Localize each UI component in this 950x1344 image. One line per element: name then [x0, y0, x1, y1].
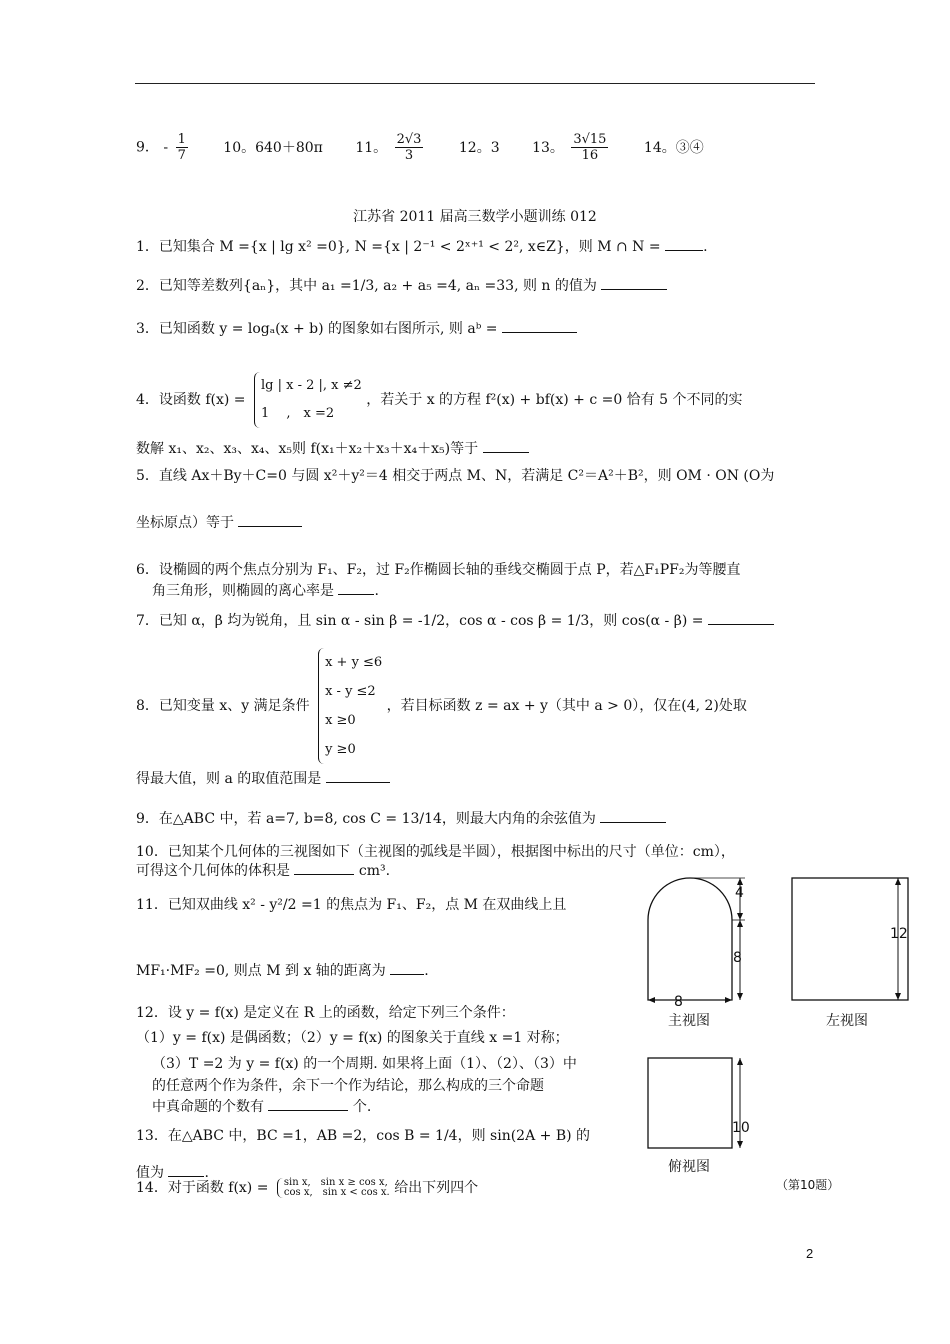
question-13-text-b: 值为: [136, 1165, 164, 1181]
answer-blank: [600, 808, 666, 823]
question-14-text-a: 14．对于函数 f(x) =: [136, 1180, 269, 1196]
answer-10: 10。640＋80π: [223, 139, 323, 156]
answer-blank: [708, 610, 774, 625]
left-view-label: 左视图: [826, 1013, 868, 1029]
question-12-line-5: [152, 1096, 371, 1117]
question-3: [136, 318, 577, 339]
dimension-label-10: 10: [732, 1120, 750, 1136]
dimension-label-8-width: 8: [674, 994, 683, 1010]
dimension-label-4: 4: [735, 885, 744, 901]
answer-9-sign: -: [163, 139, 169, 156]
question-6-continued: 角三角形，则椭圆的离心率是 .: [152, 580, 379, 601]
question-12-line-2: [136, 1028, 569, 1048]
question-8: [136, 648, 747, 764]
question-1-text: 1．已知集合 M ={x | lg x² =0}, N ={x | 2⁻¹ < 2ˣ⁺¹ < 2², x∈Z}，则 M ∩ N =: [136, 239, 661, 255]
answer-blank: [168, 1162, 204, 1177]
question-8-text-b: ，若目标函数 z = ax + y（其中 a > 0），仅在(4, 2)处取: [386, 698, 747, 714]
question-7: [136, 610, 774, 631]
arrow-head: [737, 878, 743, 885]
page-title: 江苏省 2011 届高三数学小题训练 012: [353, 209, 597, 225]
page-number: 2: [806, 1246, 814, 1261]
arrow-head: [737, 993, 743, 1000]
answer-13-fraction: [571, 132, 608, 163]
question-5-text-b: 坐标原点）等于: [136, 515, 234, 531]
question-8-continued: [136, 768, 390, 789]
answer-9-denominator: 7: [177, 148, 186, 163]
question-4-text-c: 数解 x₁、x₂、x₃、x₄、x₅则 f(x₁＋x₂＋x₃＋x₄＋x₅)等于: [136, 441, 479, 457]
answer-13-numerator: 3√15: [573, 132, 607, 147]
answer-blank: [502, 318, 577, 333]
question-4-case-2: 1 , x =2: [261, 406, 335, 421]
question-13: [136, 1126, 590, 1146]
question-12-line-3: [152, 1054, 577, 1074]
three-view-figure: [640, 870, 920, 1190]
answer-11-prefix: 11。: [355, 139, 388, 156]
constraint-2: x - y ≤2: [325, 684, 376, 699]
question-12-text-c: （3）T =2 为 y = f(x) 的一个周期. 如果将上面（1）、（2）、（3）中: [152, 1056, 577, 1072]
answer-blank: [665, 236, 703, 251]
question-10-unit: cm³.: [358, 863, 391, 879]
answer-blank: [390, 960, 424, 975]
question-1: 1．已知集合 M ={x | lg x² =0}, N ={x | 2⁻¹ < 2ˣ⁺¹ < 2², x∈Z}，则 M ∩ N = .: [136, 236, 708, 257]
answer-blank: [483, 438, 529, 453]
question-4-case-1: lg | x - 2 |, x ≠2: [261, 378, 362, 393]
top-view-shape: [648, 1058, 732, 1148]
front-view-label: 主视图: [668, 1013, 710, 1029]
question-11-text-a: 11．已知双曲线 x² - y²/2 =1 的焦点为 F₁、F₂，点 M 在双曲线上且: [136, 897, 567, 913]
question-12: [136, 1003, 515, 1023]
question-9-text: 9．在△ABC 中，若 a=7, b=8, cos C = 13/14，则最大内角的余弦值为: [136, 811, 596, 827]
arrow-head: [737, 1058, 743, 1065]
dimension-label-12: 12: [890, 926, 908, 942]
question-14-text-b: 给出下列四个: [394, 1180, 479, 1196]
question-14: [136, 1178, 478, 1198]
answer-blank: [338, 580, 374, 595]
answer-11-denominator: 3: [404, 148, 414, 163]
question-4-piecewise: [254, 372, 362, 428]
question-2: [136, 275, 667, 296]
question-2-text: 2．已知等差数列{aₙ}，其中 a₁ =1/3, a₂ + a₅ =4, aₙ =33, 则 n 的值为: [136, 278, 597, 294]
question-10-text-b: 可得这个几何体的体积是: [136, 863, 290, 879]
constraint-4: y ≥0: [325, 742, 356, 757]
question-7-text: 7．已知 α，β 均为锐角，且 sin α - sin β = -1/2，cos α - cos β = 1/3，则 cos(α - β) =: [136, 613, 704, 629]
answer-blank: [268, 1096, 348, 1111]
figure-caption: （第10题）: [776, 1178, 840, 1192]
dimension-label-8-height: 8: [733, 950, 742, 966]
answer-13-prefix: 13。: [532, 139, 564, 156]
question-9: [136, 808, 666, 829]
arrow-head: [725, 997, 732, 1003]
arrow-head: [895, 993, 901, 1000]
constraint-1: x + y ≤6: [325, 655, 383, 670]
question-11: [136, 895, 566, 915]
question-14-case-2: cos x, sin x < cos x.: [283, 1187, 390, 1198]
header-rule: [135, 83, 815, 84]
answer-13-denominator: 16: [581, 148, 599, 163]
question-13-continued: 值为 .: [136, 1162, 209, 1183]
question-4-text-b: ，若关于 x 的方程 f²(x) + bf(x) + c =0 恰有 5 个不同的实: [366, 392, 743, 408]
front-view-shape: [648, 878, 732, 1000]
question-8-text-a: 8．已知变量 x、y 满足条件: [136, 698, 310, 714]
answer-9-fraction: [176, 132, 188, 163]
answers-line: [136, 132, 704, 163]
question-10-continued: [136, 860, 390, 881]
question-11-continued: MF₁·MF₂ =0, 则点 M 到 x 轴的距离为 .: [136, 960, 429, 981]
answer-blank: [601, 275, 667, 290]
question-6: [136, 560, 741, 580]
question-12-text-d: 的任意两个作为条件，余下一个作为结论，那么构成的三个命题: [152, 1078, 544, 1094]
arrow-head: [737, 1141, 743, 1148]
constraint-3: x ≥0: [325, 713, 356, 728]
arrow-head: [737, 920, 743, 927]
question-8-text-c: 得最大值，则 a 的取值范围是: [136, 771, 322, 787]
question-10: [136, 842, 735, 862]
question-11-text-b: MF₁·MF₂ =0, 则点 M 到 x 轴的距离为: [136, 963, 386, 979]
question-14-piecewise: [277, 1178, 390, 1198]
question-12-line-4: [152, 1076, 544, 1096]
answer-11-fraction: [395, 132, 424, 163]
question-8-constraints: [318, 648, 382, 764]
question-4-continued: [136, 438, 529, 459]
top-view-label: 俯视图: [668, 1159, 710, 1175]
question-10-text-a: 10．已知某个几何体的三视图如下（主视图的弧线是半圆），根据图中标出的尺寸（单位：cm），: [136, 844, 735, 860]
question-12-text-b: （1）y = f(x) 是偶函数；（2）y = f(x) 的图象关于直线 x =1 对称；: [136, 1030, 569, 1046]
arrow-head: [648, 997, 655, 1003]
answer-blank: [238, 512, 302, 527]
arrow-head: [737, 913, 743, 920]
question-6-text-a: 6．设椭圆的两个焦点分别为 F₁、F₂，过 F₂作椭圆长轴的垂线交椭圆于点 P，若△F₁PF₂为等腰直: [136, 562, 741, 578]
answer-14: 14。③④: [643, 139, 704, 156]
question-12-text-f: 个.: [352, 1099, 372, 1115]
question-6-text-b: 角三角形，则椭圆的离心率是: [152, 583, 334, 599]
answer-9-numerator: 1: [177, 132, 186, 147]
answer-9-prefix: 9．: [136, 139, 159, 156]
answer-blank: [294, 860, 354, 875]
question-14-case-1: sin x, sin x ≥ cos x,: [283, 1177, 388, 1188]
answer-11-numerator: 2√3: [396, 132, 422, 147]
answer-blank: [326, 768, 390, 783]
question-5: [136, 466, 774, 486]
arrow-head: [895, 878, 901, 885]
question-12-text-e: 中真命题的个数有: [152, 1099, 264, 1115]
question-3-text: 3．已知函数 y = logₐ(x + b) 的图象如右图所示, 则 aᵇ =: [136, 321, 498, 337]
question-5-text-a: 5．直线 Ax＋By＋C=0 与圆 x²＋y²＝4 相交于两点 M、N，若满足 C²＝A²＋B²，则 OM · ON (O为: [136, 468, 775, 484]
question-4-text-a: 4．设函数 f(x) =: [136, 392, 246, 408]
answer-12: 12。3: [458, 139, 500, 156]
question-5-continued: [136, 512, 302, 533]
question-12-text-a: 12．设 y = f(x) 是定义在 R 上的函数，给定下列三个条件：: [136, 1005, 515, 1021]
question-4: [136, 372, 743, 428]
question-13-text-a: 13．在△ABC 中，BC =1，AB =2，cos B = 1/4，则 sin(2A + B) 的: [136, 1128, 591, 1144]
